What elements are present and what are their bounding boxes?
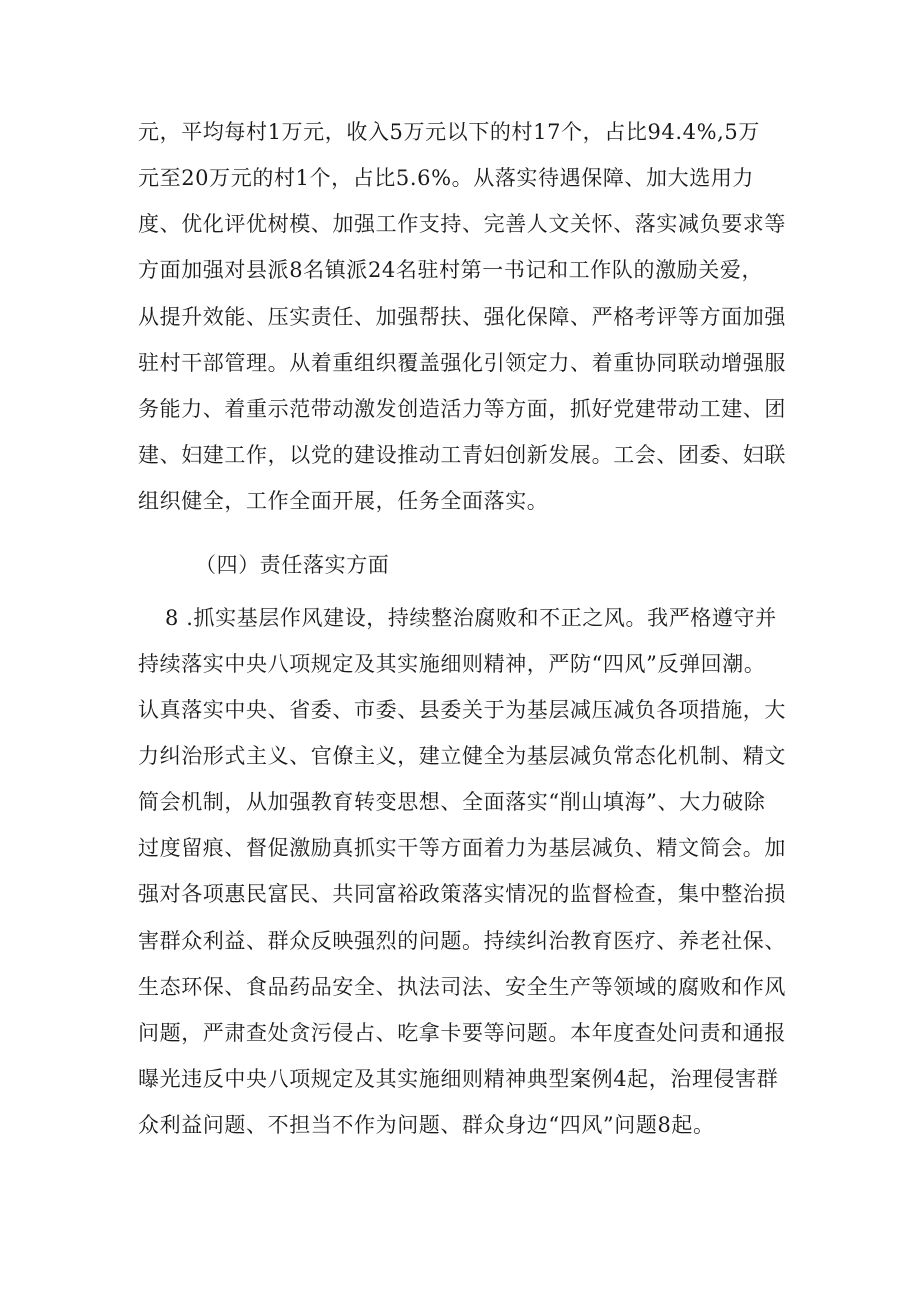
paragraph-line: 强对各项惠民富民、共同富裕政策落实情况的监督检查，集中整治损 <box>138 882 786 906</box>
paragraph-line: 驻村干部管理。从着重组织覆盖强化引领定力、着重协同联动增强服 <box>138 351 786 375</box>
paragraph-line: 8 .抓实基层作风建设，持续整治腐败和不正之风。我严格遵守并 <box>165 606 777 630</box>
paragraph-line: 力纠治形式主义、官僚主义，建立健全为基层减负常态化机制、精文 <box>138 744 786 768</box>
paragraph-line: 方面加强对县派8名镇派24名驻村第一书记和工作队的激励关爱， <box>138 258 764 282</box>
paragraph-line: 害群众利益、群众反映强烈的问题。持续纠治教育医疗、养老社保、 <box>138 929 786 953</box>
paragraph-line: 问题，严肃查处贪污侵占、吃拿卡要等问题。本年度查处问责和通报 <box>138 1021 786 1045</box>
paragraph-line: 认真落实中央、省委、市委、县委关于为基层减压减负各项措施，大 <box>138 698 786 722</box>
paragraph-line: 务能力、着重示范带动激发创造活力等方面，抓好党建带动工建、团 <box>138 397 786 421</box>
paragraph-line: 众利益问题、不担当不作为问题、群众身边“四风”问题8起。 <box>138 1113 715 1137</box>
paragraph-line: 持续落实中央八项规定及其实施细则精神，严防“四风”反弹回潮。 <box>138 652 766 676</box>
paragraph-line: 曝光违反中央八项规定及其实施细则精神典型案例4起，治理侵害群 <box>138 1067 779 1091</box>
paragraph-line: 生态环保、食品药品安全、执法司法、安全生产等领域的腐败和作风 <box>138 975 786 999</box>
paragraph-line: 过度留痕、督促激励真抓实干等方面着力为基层减负、精文简会。加 <box>138 836 786 860</box>
paragraph-line: 简会机制，从加强教育转变思想、全面落实“削山填海”、大力破除 <box>138 790 766 814</box>
paragraph-line: 度、优化评优树模、加强工作支持、完善人文关怀、落实减负要求等 <box>138 212 786 236</box>
section-heading: （四）责任落实方面 <box>195 553 390 577</box>
paragraph-line: 元，平均每村1万元，收入5万元以下的村17个，占比94.4%,5万 <box>138 120 760 144</box>
paragraph-line: 组织健全，工作全面开展，任务全面落实。 <box>138 489 549 513</box>
document-body <box>138 0 798 1301</box>
paragraph-line: 从提升效能、压实责任、加强帮扶、强化保障、严格考评等方面加强 <box>138 305 786 329</box>
paragraph-line: 建、妇建工作，以党的建设推动工青妇创新发展。工会、团委、妇联 <box>138 443 786 467</box>
paragraph-line: 元至20万元的村1个，占比5.6%。从落实待遇保障、加大选用力 <box>138 166 755 190</box>
